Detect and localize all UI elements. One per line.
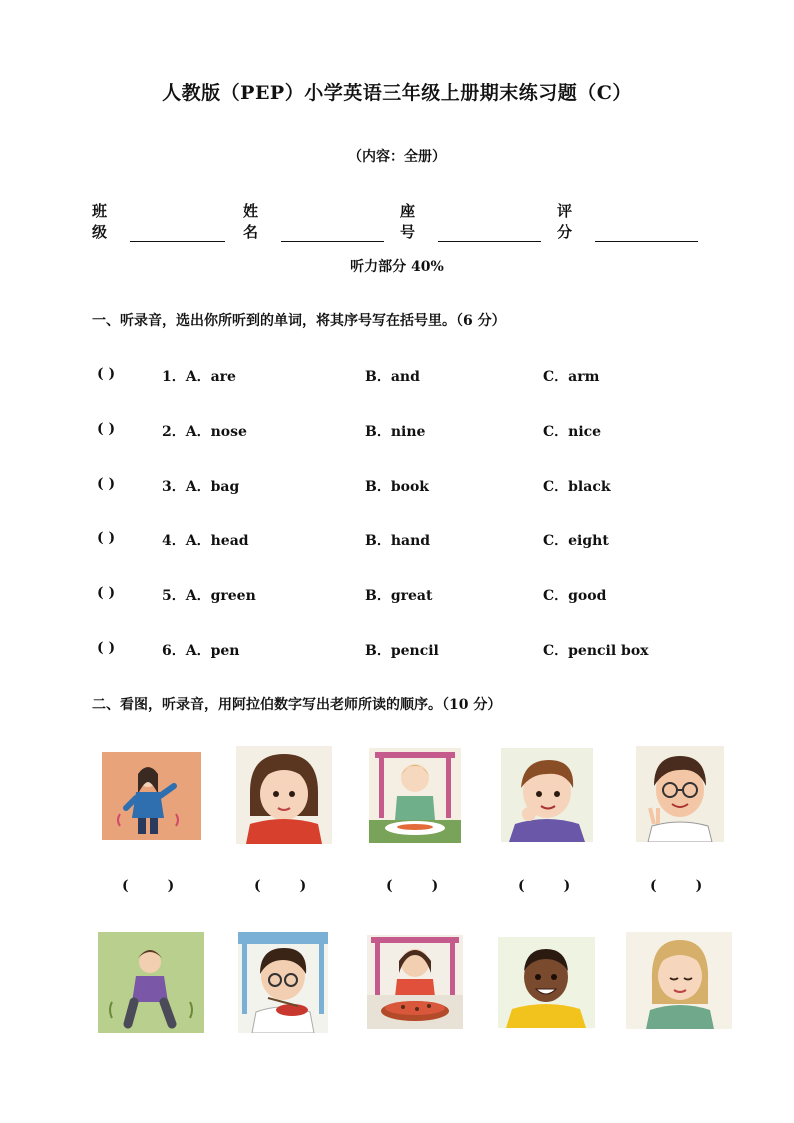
- option-c: C．arm: [543, 369, 600, 385]
- boy-eating-noodles-image: [238, 932, 328, 1033]
- option-a: 2．A．nose: [162, 424, 247, 440]
- question-row: [97, 530, 717, 550]
- option-a: 3．A．bag: [162, 479, 240, 495]
- student-info-row: [92, 200, 712, 242]
- name-blank[interactable]: [281, 225, 384, 242]
- score-label: 评分: [557, 202, 573, 241]
- score-field: [557, 200, 698, 242]
- boy-glasses-image: [636, 746, 724, 842]
- name-field: [243, 200, 384, 242]
- answer-bracket[interactable]: ( ): [97, 421, 116, 437]
- option-c: C．black: [543, 479, 611, 495]
- girl-dancing-image: [102, 752, 201, 840]
- option-b: B．hand: [365, 533, 431, 549]
- listening-header: 听力部分 40%: [350, 259, 444, 275]
- question-row: [97, 476, 717, 496]
- option-b: B．and: [365, 369, 420, 385]
- answer-bracket[interactable]: ( ): [650, 878, 703, 894]
- girl-with-pizza-image: [367, 935, 463, 1029]
- answer-bracket[interactable]: ( ): [122, 878, 175, 894]
- question-row: [97, 421, 717, 441]
- option-a: 5．A．green: [162, 588, 256, 604]
- option-b: B．book: [365, 479, 429, 495]
- page-title: 人教版（PEP）小学英语三年级上册期末练习题（C）: [162, 82, 632, 104]
- answer-bracket[interactable]: ( ): [386, 878, 439, 894]
- answer-bracket[interactable]: ( ): [97, 585, 116, 601]
- option-a: 6．A．pen: [162, 643, 240, 659]
- seat-blank[interactable]: [438, 225, 541, 242]
- option-c: C．good: [543, 588, 607, 604]
- option-c: C．eight: [543, 533, 609, 549]
- seat-field: [400, 200, 541, 242]
- girl-face-image: [236, 746, 332, 844]
- boy-smiling-image: [498, 937, 595, 1028]
- seat-label: 座号: [400, 202, 416, 241]
- answer-bracket[interactable]: ( ): [254, 878, 307, 894]
- option-b: B．nine: [365, 424, 426, 440]
- answer-bracket[interactable]: ( ): [97, 530, 116, 546]
- class-label: 班级: [92, 202, 108, 241]
- answer-bracket[interactable]: ( ): [518, 878, 571, 894]
- question-row: [97, 640, 717, 660]
- girl-eating-image: [369, 748, 461, 843]
- option-b: B．pencil: [365, 643, 439, 659]
- boy-dancing-image: [98, 932, 204, 1033]
- page-subtitle: （内容：全册）: [348, 149, 446, 165]
- class-blank[interactable]: [130, 225, 225, 242]
- score-blank[interactable]: [595, 225, 698, 242]
- question-row: [97, 585, 717, 605]
- option-c: C．nice: [543, 424, 602, 440]
- class-field: [92, 200, 225, 242]
- name-label: 姓名: [243, 202, 259, 241]
- option-b: B．great: [365, 588, 433, 604]
- girl-blonde-image: [626, 932, 732, 1029]
- option-a: 4．A．head: [162, 533, 249, 549]
- answer-bracket[interactable]: ( ): [97, 640, 116, 656]
- answer-bracket[interactable]: ( ): [97, 366, 116, 382]
- option-c: C．pencil box: [543, 643, 649, 659]
- option-a: 1．A．are: [162, 369, 236, 385]
- section1-heading: 一、听录音，选出你所听到的单词，将其序号写在括号里。（6 分）: [92, 313, 506, 329]
- boy-thinking-image: [501, 748, 593, 842]
- answer-bracket[interactable]: ( ): [97, 476, 116, 492]
- section2-heading: 二、看图，听录音，用阿拉伯数字写出老师所读的顺序。（10 分）: [92, 697, 502, 713]
- question-row: [97, 366, 717, 386]
